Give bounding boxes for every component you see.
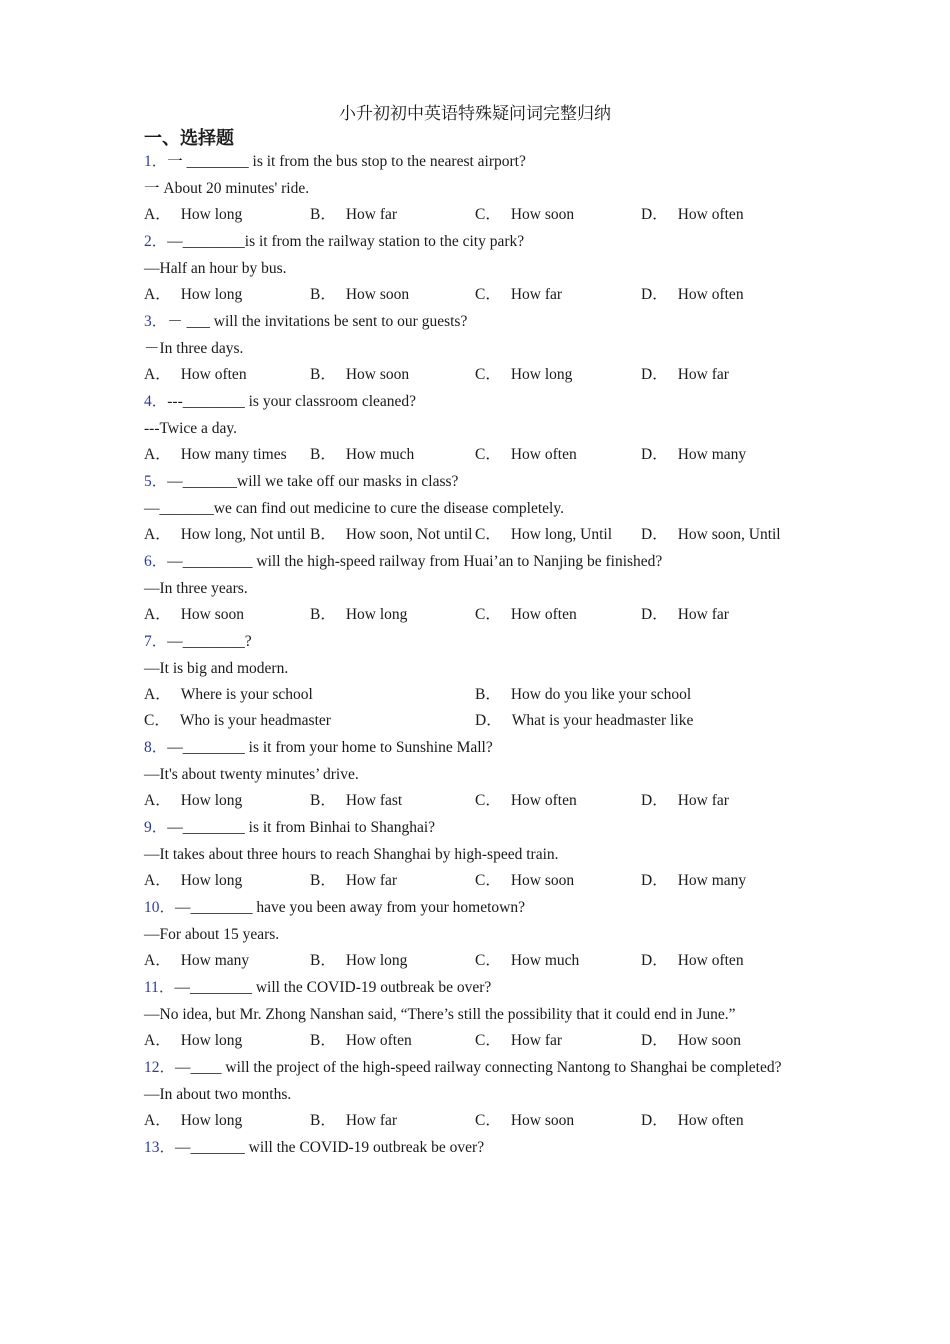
option-text: How long <box>180 206 243 223</box>
option-d[interactable] <box>641 522 781 548</box>
option-a[interactable] <box>144 442 287 468</box>
option-text: How long, Until <box>510 526 613 543</box>
option-label: D． <box>641 286 668 303</box>
options-row <box>144 682 804 708</box>
option-c[interactable] <box>475 788 577 814</box>
question-number: 12． <box>144 1059 176 1076</box>
question-number: 11． <box>144 979 175 996</box>
option-label: B． <box>310 606 336 623</box>
option-label: A． <box>144 1032 171 1049</box>
answer-line: —It takes about three hours to reach Shanghai by high-speed train. <box>144 846 559 863</box>
option-a[interactable] <box>144 202 242 228</box>
question-text: —________ have you been away from your hometown? <box>175 899 525 916</box>
option-label: C． <box>475 366 501 383</box>
answer-line: －In three days. <box>144 340 244 357</box>
option-c[interactable] <box>475 1108 574 1134</box>
option-text: Where is your school <box>180 686 313 703</box>
option-b[interactable] <box>310 1028 412 1054</box>
option-label: D． <box>641 1112 668 1129</box>
question-item <box>144 228 804 308</box>
question-item <box>144 1054 804 1134</box>
option-c[interactable] <box>475 202 574 228</box>
answer-line: —Half an hour by bus. <box>144 260 287 277</box>
question-stem <box>144 734 804 761</box>
question-number: 6． <box>144 553 168 570</box>
option-a[interactable] <box>144 868 242 894</box>
options-row <box>144 282 804 308</box>
question-stem <box>144 388 804 415</box>
options-row <box>144 202 804 228</box>
option-label: C． <box>475 872 501 889</box>
question-number: 1． <box>144 153 168 170</box>
option-c[interactable] <box>475 362 572 388</box>
option-b[interactable] <box>310 362 409 388</box>
option-label: A． <box>144 286 171 303</box>
option-label: C． <box>475 446 501 463</box>
option-text: How often <box>677 206 744 223</box>
question-stem <box>144 548 804 575</box>
option-text: How often <box>345 1032 412 1049</box>
question-text: —____ will the project of the high-speed railway connecting Nantong to Shanghai be completed? <box>175 1059 782 1076</box>
option-label: D． <box>475 712 502 729</box>
option-label: B． <box>475 686 501 703</box>
option-label: B． <box>310 1032 336 1049</box>
option-text: How long <box>180 1032 243 1049</box>
option-label: B． <box>310 952 336 969</box>
option-label: A． <box>144 446 171 463</box>
question-item <box>144 548 804 628</box>
option-text: How long <box>510 366 573 383</box>
options-row <box>144 1108 804 1134</box>
option-text: How often <box>180 366 247 383</box>
option-b[interactable] <box>310 282 409 308</box>
option-text: How many <box>677 872 747 889</box>
option-text: How far <box>677 366 729 383</box>
option-c[interactable] <box>475 868 574 894</box>
option-text: How soon <box>345 366 410 383</box>
option-text: How many times <box>180 446 287 463</box>
option-label: C． <box>475 286 501 303</box>
option-d[interactable] <box>641 282 744 308</box>
question-stem <box>144 1134 804 1161</box>
option-label: A． <box>144 792 171 809</box>
option-b[interactable] <box>475 682 691 708</box>
option-text: How long <box>345 952 408 969</box>
option-label: A． <box>144 606 171 623</box>
option-text: How long <box>345 606 408 623</box>
option-label: B． <box>310 446 336 463</box>
option-text: How soon, Not until <box>345 526 473 543</box>
option-c[interactable] <box>475 948 579 974</box>
option-text: How far <box>677 606 729 623</box>
option-a[interactable] <box>144 682 313 708</box>
answer-line: 一 About 20 minutes' ride. <box>144 180 310 197</box>
options-row <box>144 362 804 388</box>
option-label: A． <box>144 526 171 543</box>
question-stem <box>144 468 804 495</box>
question-text: —________ is it from your home to Sunshine Mall? <box>167 739 493 756</box>
option-d[interactable] <box>641 202 744 228</box>
option-label: B． <box>310 1112 336 1129</box>
option-c[interactable] <box>475 522 612 548</box>
option-text: How many <box>180 952 250 969</box>
question-text: —________is it from the railway station to the city park? <box>167 233 525 250</box>
option-label: B． <box>310 872 336 889</box>
section-title: 一、选择题 <box>144 128 234 149</box>
option-b[interactable] <box>310 202 397 228</box>
option-text: How long <box>180 792 243 809</box>
question-stem <box>144 628 804 655</box>
option-label: A． <box>144 872 171 889</box>
option-d[interactable] <box>641 442 746 468</box>
option-text: How far <box>345 1112 398 1129</box>
option-text: How far <box>510 286 563 303</box>
option-text: How far <box>345 872 398 889</box>
question-text: —________? <box>167 633 252 650</box>
option-d[interactable] <box>641 362 729 388</box>
question-number: 3． <box>144 313 168 330</box>
option-text: How soon <box>510 1112 575 1129</box>
answer-line: —No idea, but Mr. Zhong Nanshan said, “There’s still the possibility that it could end in June.” <box>144 1006 736 1023</box>
option-text: How often <box>510 606 577 623</box>
option-label: B． <box>310 792 336 809</box>
option-label: D． <box>641 606 668 623</box>
option-b[interactable] <box>310 788 402 814</box>
page-title: 小升初初中英语特殊疑问词完整归纳 <box>339 104 611 124</box>
option-label: C． <box>475 1032 501 1049</box>
options-row <box>144 948 804 974</box>
option-label: A． <box>144 686 171 703</box>
option-label: D． <box>641 1032 668 1049</box>
question-stem <box>144 1054 804 1081</box>
options-row <box>144 1028 804 1054</box>
option-text: How soon, Until <box>677 526 781 543</box>
option-a[interactable] <box>144 602 244 628</box>
options-row <box>144 602 804 628</box>
option-text: How long <box>180 1112 243 1129</box>
question-text: —________ is it from Binhai to Shanghai? <box>167 819 436 836</box>
option-label: A． <box>144 1112 171 1129</box>
answer-line: ---Twice a day. <box>144 420 238 437</box>
answer-line: —It is big and modern. <box>144 660 289 677</box>
option-a[interactable] <box>144 522 306 548</box>
answer-line: —In about two months. <box>144 1086 292 1103</box>
option-text: How far <box>510 1032 563 1049</box>
options-row <box>144 868 804 894</box>
option-b[interactable] <box>310 868 397 894</box>
option-d[interactable] <box>641 948 744 974</box>
question-text: ---________ is your classroom cleaned? <box>167 393 417 410</box>
answer-line: —It's about twenty minutes’ drive. <box>144 766 359 783</box>
question-stem <box>144 148 804 175</box>
option-label: D． <box>641 366 668 383</box>
question-item <box>144 628 804 734</box>
option-text: How often <box>677 1112 744 1129</box>
option-label: A． <box>144 206 171 223</box>
option-a[interactable] <box>144 282 242 308</box>
question-text: —_______will we take off our masks in class? <box>167 473 459 490</box>
option-c[interactable] <box>475 282 562 308</box>
option-label: C． <box>475 206 501 223</box>
answer-line: —_______we can find out medicine to cure the disease completely. <box>144 500 564 517</box>
question-item <box>144 974 804 1054</box>
question-number: 10． <box>144 899 176 916</box>
options-row <box>144 708 804 734</box>
option-text: How much <box>510 952 580 969</box>
option-label: A． <box>144 952 171 969</box>
question-text: —________ will the COVID-19 outbreak be over? <box>174 979 492 996</box>
question-item <box>144 734 804 814</box>
question-text: —_______ will the COVID-19 outbreak be over? <box>175 1139 485 1156</box>
option-text: How often <box>510 446 577 463</box>
question-text: 一 ________ is it from the bus stop to the nearest airport? <box>167 153 526 170</box>
option-label: C． <box>475 526 501 543</box>
question-item <box>144 308 804 388</box>
option-d[interactable] <box>641 868 746 894</box>
options-row <box>144 788 804 814</box>
option-text: How soon <box>345 286 410 303</box>
option-text: How often <box>677 286 744 303</box>
option-label: C． <box>144 712 170 729</box>
option-label: D． <box>641 872 668 889</box>
question-stem <box>144 894 804 921</box>
option-label: C． <box>475 952 501 969</box>
question-item <box>144 468 804 548</box>
option-label: D． <box>641 446 668 463</box>
option-c[interactable] <box>475 1028 562 1054</box>
question-stem <box>144 974 804 1001</box>
option-d[interactable] <box>641 1028 741 1054</box>
option-text: Who is your headmaster <box>179 712 331 729</box>
option-text: How many <box>677 446 747 463</box>
question-item <box>144 894 804 974</box>
option-a[interactable] <box>144 788 242 814</box>
option-label: D． <box>641 526 668 543</box>
option-label: D． <box>641 792 668 809</box>
question-number: 2． <box>144 233 168 250</box>
options-row <box>144 442 804 468</box>
option-a[interactable] <box>144 1028 242 1054</box>
question-number: 13． <box>144 1139 176 1156</box>
option-b[interactable] <box>310 948 407 974</box>
option-text: How soon <box>510 206 575 223</box>
option-label: B． <box>310 366 336 383</box>
option-text: How do you like your school <box>510 686 692 703</box>
answer-line: —For about 15 years. <box>144 926 280 943</box>
option-label: B． <box>310 206 336 223</box>
option-b[interactable] <box>310 442 414 468</box>
option-text: How often <box>677 952 744 969</box>
question-stem <box>144 814 804 841</box>
question-text: － ___ will the invitations be sent to our guests? <box>167 313 468 330</box>
option-text: How soon <box>677 1032 741 1049</box>
option-text: How much <box>345 446 415 463</box>
question-stem <box>144 228 804 255</box>
option-d[interactable] <box>641 1108 744 1134</box>
question-stem <box>144 308 804 335</box>
option-text: How soon <box>180 606 244 623</box>
question-list <box>144 148 804 1161</box>
option-d[interactable] <box>641 788 729 814</box>
option-text: How soon <box>510 872 575 889</box>
option-label: C． <box>475 606 501 623</box>
question-number: 4． <box>144 393 168 410</box>
option-label: D． <box>641 206 668 223</box>
option-b[interactable] <box>310 1108 397 1134</box>
option-b[interactable] <box>310 522 472 548</box>
option-label: B． <box>310 526 336 543</box>
option-c[interactable] <box>475 442 577 468</box>
option-text: How fast <box>345 792 403 809</box>
question-item <box>144 388 804 468</box>
answer-line: —In three years. <box>144 580 248 597</box>
option-label: C． <box>475 1112 501 1129</box>
option-c[interactable] <box>475 602 577 628</box>
question-number: 7． <box>144 633 168 650</box>
option-label: D． <box>641 952 668 969</box>
option-text: What is your headmaster like <box>511 712 694 729</box>
option-text: How long, Not until <box>180 526 306 543</box>
option-d[interactable] <box>641 602 729 628</box>
option-d[interactable] <box>475 708 693 734</box>
option-text: How often <box>510 792 577 809</box>
option-text: How far <box>677 792 729 809</box>
option-label: C． <box>475 792 501 809</box>
option-text: How long <box>180 872 243 889</box>
option-text: How long <box>180 286 243 303</box>
option-a[interactable] <box>144 948 249 974</box>
question-text: —_________ will the high-speed railway from Huai’an to Nanjing be finished? <box>167 553 663 570</box>
question-number: 8． <box>144 739 168 756</box>
option-c[interactable] <box>144 708 331 734</box>
option-text: How far <box>345 206 398 223</box>
question-item <box>144 1134 804 1161</box>
option-label: B． <box>310 286 336 303</box>
question-number: 5． <box>144 473 168 490</box>
options-row <box>144 522 804 548</box>
option-b[interactable] <box>310 602 407 628</box>
option-label: A． <box>144 366 171 383</box>
question-item <box>144 814 804 894</box>
option-a[interactable] <box>144 362 247 388</box>
question-item <box>144 148 804 228</box>
option-a[interactable] <box>144 1108 242 1134</box>
question-number: 9． <box>144 819 168 836</box>
